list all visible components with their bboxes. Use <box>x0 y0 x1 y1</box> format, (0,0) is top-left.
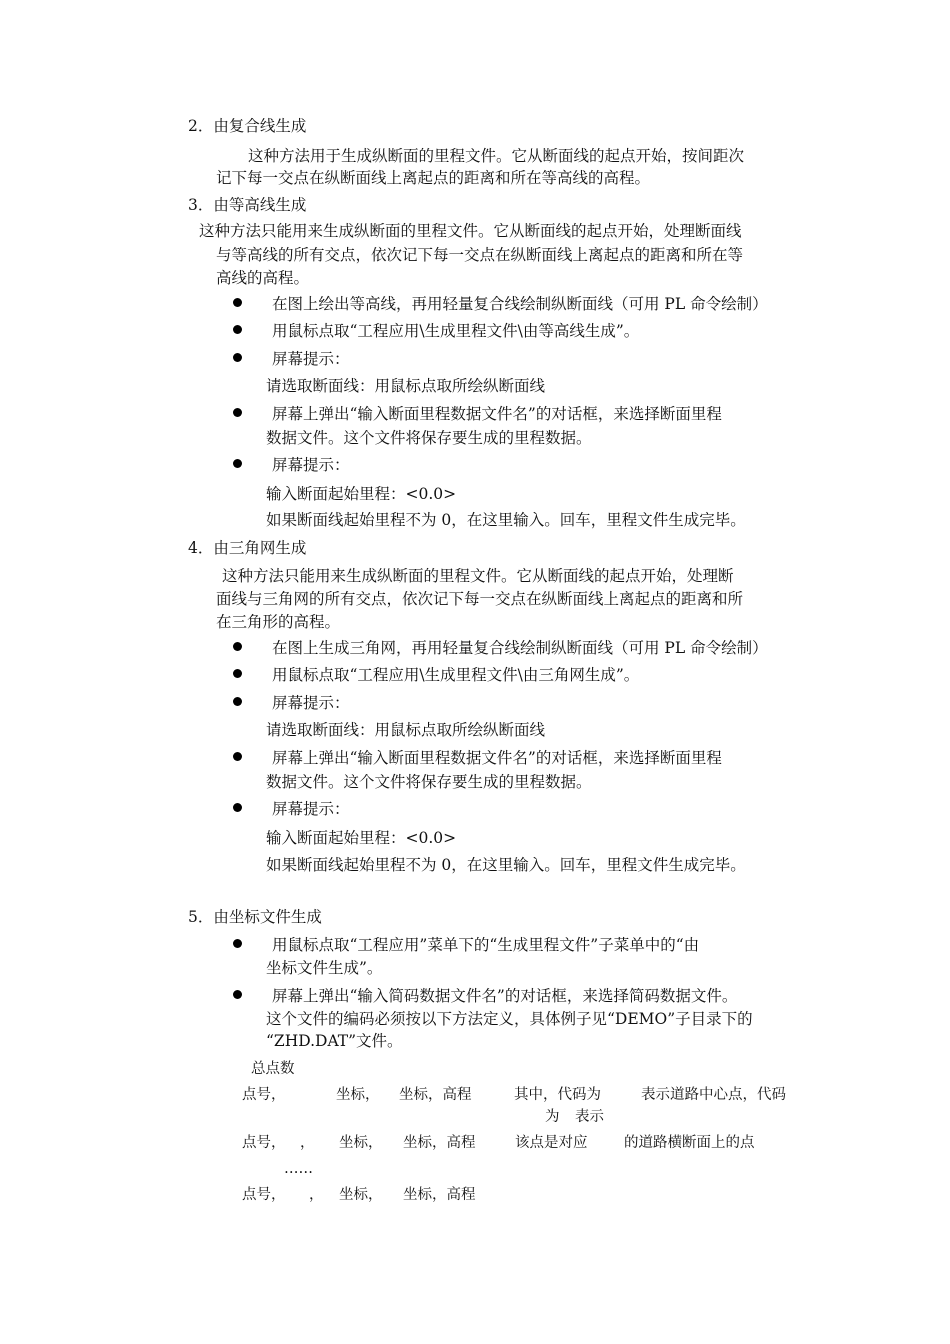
bullet-icon <box>233 408 242 417</box>
section-5-bullet-2: 屏幕上弹出“输入简码数据文件名”的对话框，来选择简码数据文件。 <box>272 987 738 1005</box>
bullet-icon <box>233 697 242 706</box>
section-2-paragraph-line: 这种方法用于生成纵断面的里程文件。它从断面线的起点开始，按间距次 <box>248 147 745 165</box>
format-note-2: 该点是对应 <box>515 1135 588 1151</box>
bullet-icon <box>233 803 242 812</box>
section-5-heading: 5．由坐标文件生成 <box>188 908 322 926</box>
section-4-bullet-3: 屏幕提示： <box>272 694 350 712</box>
section-3-prompt-text: 请选取断面线：用鼠标点取所绘纵断面线 <box>266 377 546 395</box>
format-row-3-point: 点号， <box>242 1187 286 1203</box>
section-3-paragraph-line: 与等高线的所有交点，依次记下每一交点在纵断面线上离起点的距离和所在等 <box>216 246 744 264</box>
section-5-bullet-1: 用鼠标点取“工程应用”菜单下的“生成里程文件”子菜单中的“由 <box>272 936 700 954</box>
section-5-bullet-1-cont: 坐标文件生成”。 <box>266 959 383 977</box>
format-note-2: 的道路横断面上的点 <box>624 1135 755 1151</box>
format-row-3-coord-elev: 坐标，高程 <box>403 1187 476 1203</box>
section-4-paragraph-line: 在三角形的高程。 <box>216 613 341 631</box>
bullet-icon <box>233 325 242 334</box>
bullet-icon <box>233 353 242 362</box>
format-row-1-point: 点号， <box>242 1087 286 1103</box>
section-4-bullet-4: 屏幕上弹出“输入断面里程数据文件名”的对话框，来选择断面里程 <box>272 749 722 767</box>
format-note-1-cont: 为 <box>545 1109 560 1125</box>
section-4-bullet-2: 用鼠标点取“工程应用\生成里程文件\由三角网生成”。 <box>272 666 640 684</box>
section-3-prompt-text: 如果断面线起始里程不为 0，在这里输入。回车，里程文件生成完毕。 <box>266 511 746 529</box>
format-ellipsis: …… <box>284 1161 313 1177</box>
format-row-1-coord: 坐标， <box>336 1087 380 1103</box>
bullet-icon <box>233 752 242 761</box>
section-4-bullet-4-cont: 数据文件。这个文件将保存要生成的里程数据。 <box>266 773 592 791</box>
format-row-3-sep: ， <box>309 1187 324 1203</box>
section-4-paragraph-line: 这种方法只能用来生成纵断面的里程文件。它从断面线的起点开始，处理断 <box>222 567 734 585</box>
format-row-2-coord: 坐标， <box>339 1135 383 1151</box>
section-4-prompt-text: 请选取断面线：用鼠标点取所绘纵断面线 <box>266 721 546 739</box>
bullet-icon <box>233 990 242 999</box>
format-note-1: 其中，代码为 <box>514 1087 601 1103</box>
section-4-prompt-text: 如果断面线起始里程不为 0，在这里输入。回车，里程文件生成完毕。 <box>266 856 746 874</box>
section-3-bullet-3: 屏幕提示： <box>272 350 350 368</box>
format-row-2-coord-elev: 坐标，高程 <box>403 1135 476 1151</box>
format-total-points: 总点数 <box>251 1061 295 1077</box>
bullet-icon <box>233 939 242 948</box>
section-3-bullet-5: 屏幕提示： <box>272 456 350 474</box>
section-3-bullet-1: 在图上绘出等高线，再用轻量复合线绘制纵断面线（可用 PL 命令绘制） <box>272 295 768 313</box>
section-3-bullet-4-cont: 数据文件。这个文件将保存要生成的里程数据。 <box>266 429 592 447</box>
format-row-2-point: 点号， <box>242 1135 286 1151</box>
section-4-bullet-1: 在图上生成三角网，再用轻量复合线绘制纵断面线（可用 PL 命令绘制） <box>272 639 768 657</box>
format-note-1: 表示道路中心点，代码 <box>641 1087 786 1103</box>
format-row-3-coord: 坐标， <box>339 1187 383 1203</box>
format-row-2-sep: ， <box>300 1135 315 1151</box>
section-3-paragraph-line: 高线的高程。 <box>216 269 310 287</box>
section-4-prompt-text: 输入断面起始里程：<0.0> <box>266 829 457 847</box>
section-3-bullet-2: 用鼠标点取“工程应用\生成里程文件\由等高线生成”。 <box>272 322 640 340</box>
bullet-icon <box>233 669 242 678</box>
section-4-bullet-5: 屏幕提示： <box>272 800 350 818</box>
bullet-icon <box>233 642 242 651</box>
section-4-heading: 4．由三角网生成 <box>188 539 307 557</box>
section-5-bullet-2-cont: “ZHD.DAT”文件。 <box>266 1032 403 1050</box>
section-5-bullet-2-cont: 这个文件的编码必须按以下方法定义，具体例子见“DEMO”子目录下的 <box>266 1010 753 1028</box>
section-3-paragraph-line: 这种方法只能用来生成纵断面的里程文件。它从断面线的起点开始，处理断面线 <box>199 222 742 240</box>
section-3-prompt-text: 输入断面起始里程：<0.0> <box>266 485 457 503</box>
section-3-heading: 3．由等高线生成 <box>188 196 307 214</box>
section-4-paragraph-line: 面线与三角网的所有交点，依次记下每一交点在纵断面线上离起点的距离和所 <box>216 590 744 608</box>
section-2-paragraph-line: 记下每一交点在纵断面线上离起点的距离和所在等高线的高程。 <box>216 169 651 187</box>
bullet-icon <box>233 459 242 468</box>
section-2-heading: 2．由复合线生成 <box>188 117 307 135</box>
section-3-bullet-4: 屏幕上弹出“输入断面里程数据文件名”的对话框，来选择断面里程 <box>272 405 722 423</box>
bullet-icon <box>233 298 242 307</box>
format-note-1-cont: 表示 <box>575 1109 604 1125</box>
format-row-1-coord-elev: 坐标，高程 <box>399 1087 472 1103</box>
